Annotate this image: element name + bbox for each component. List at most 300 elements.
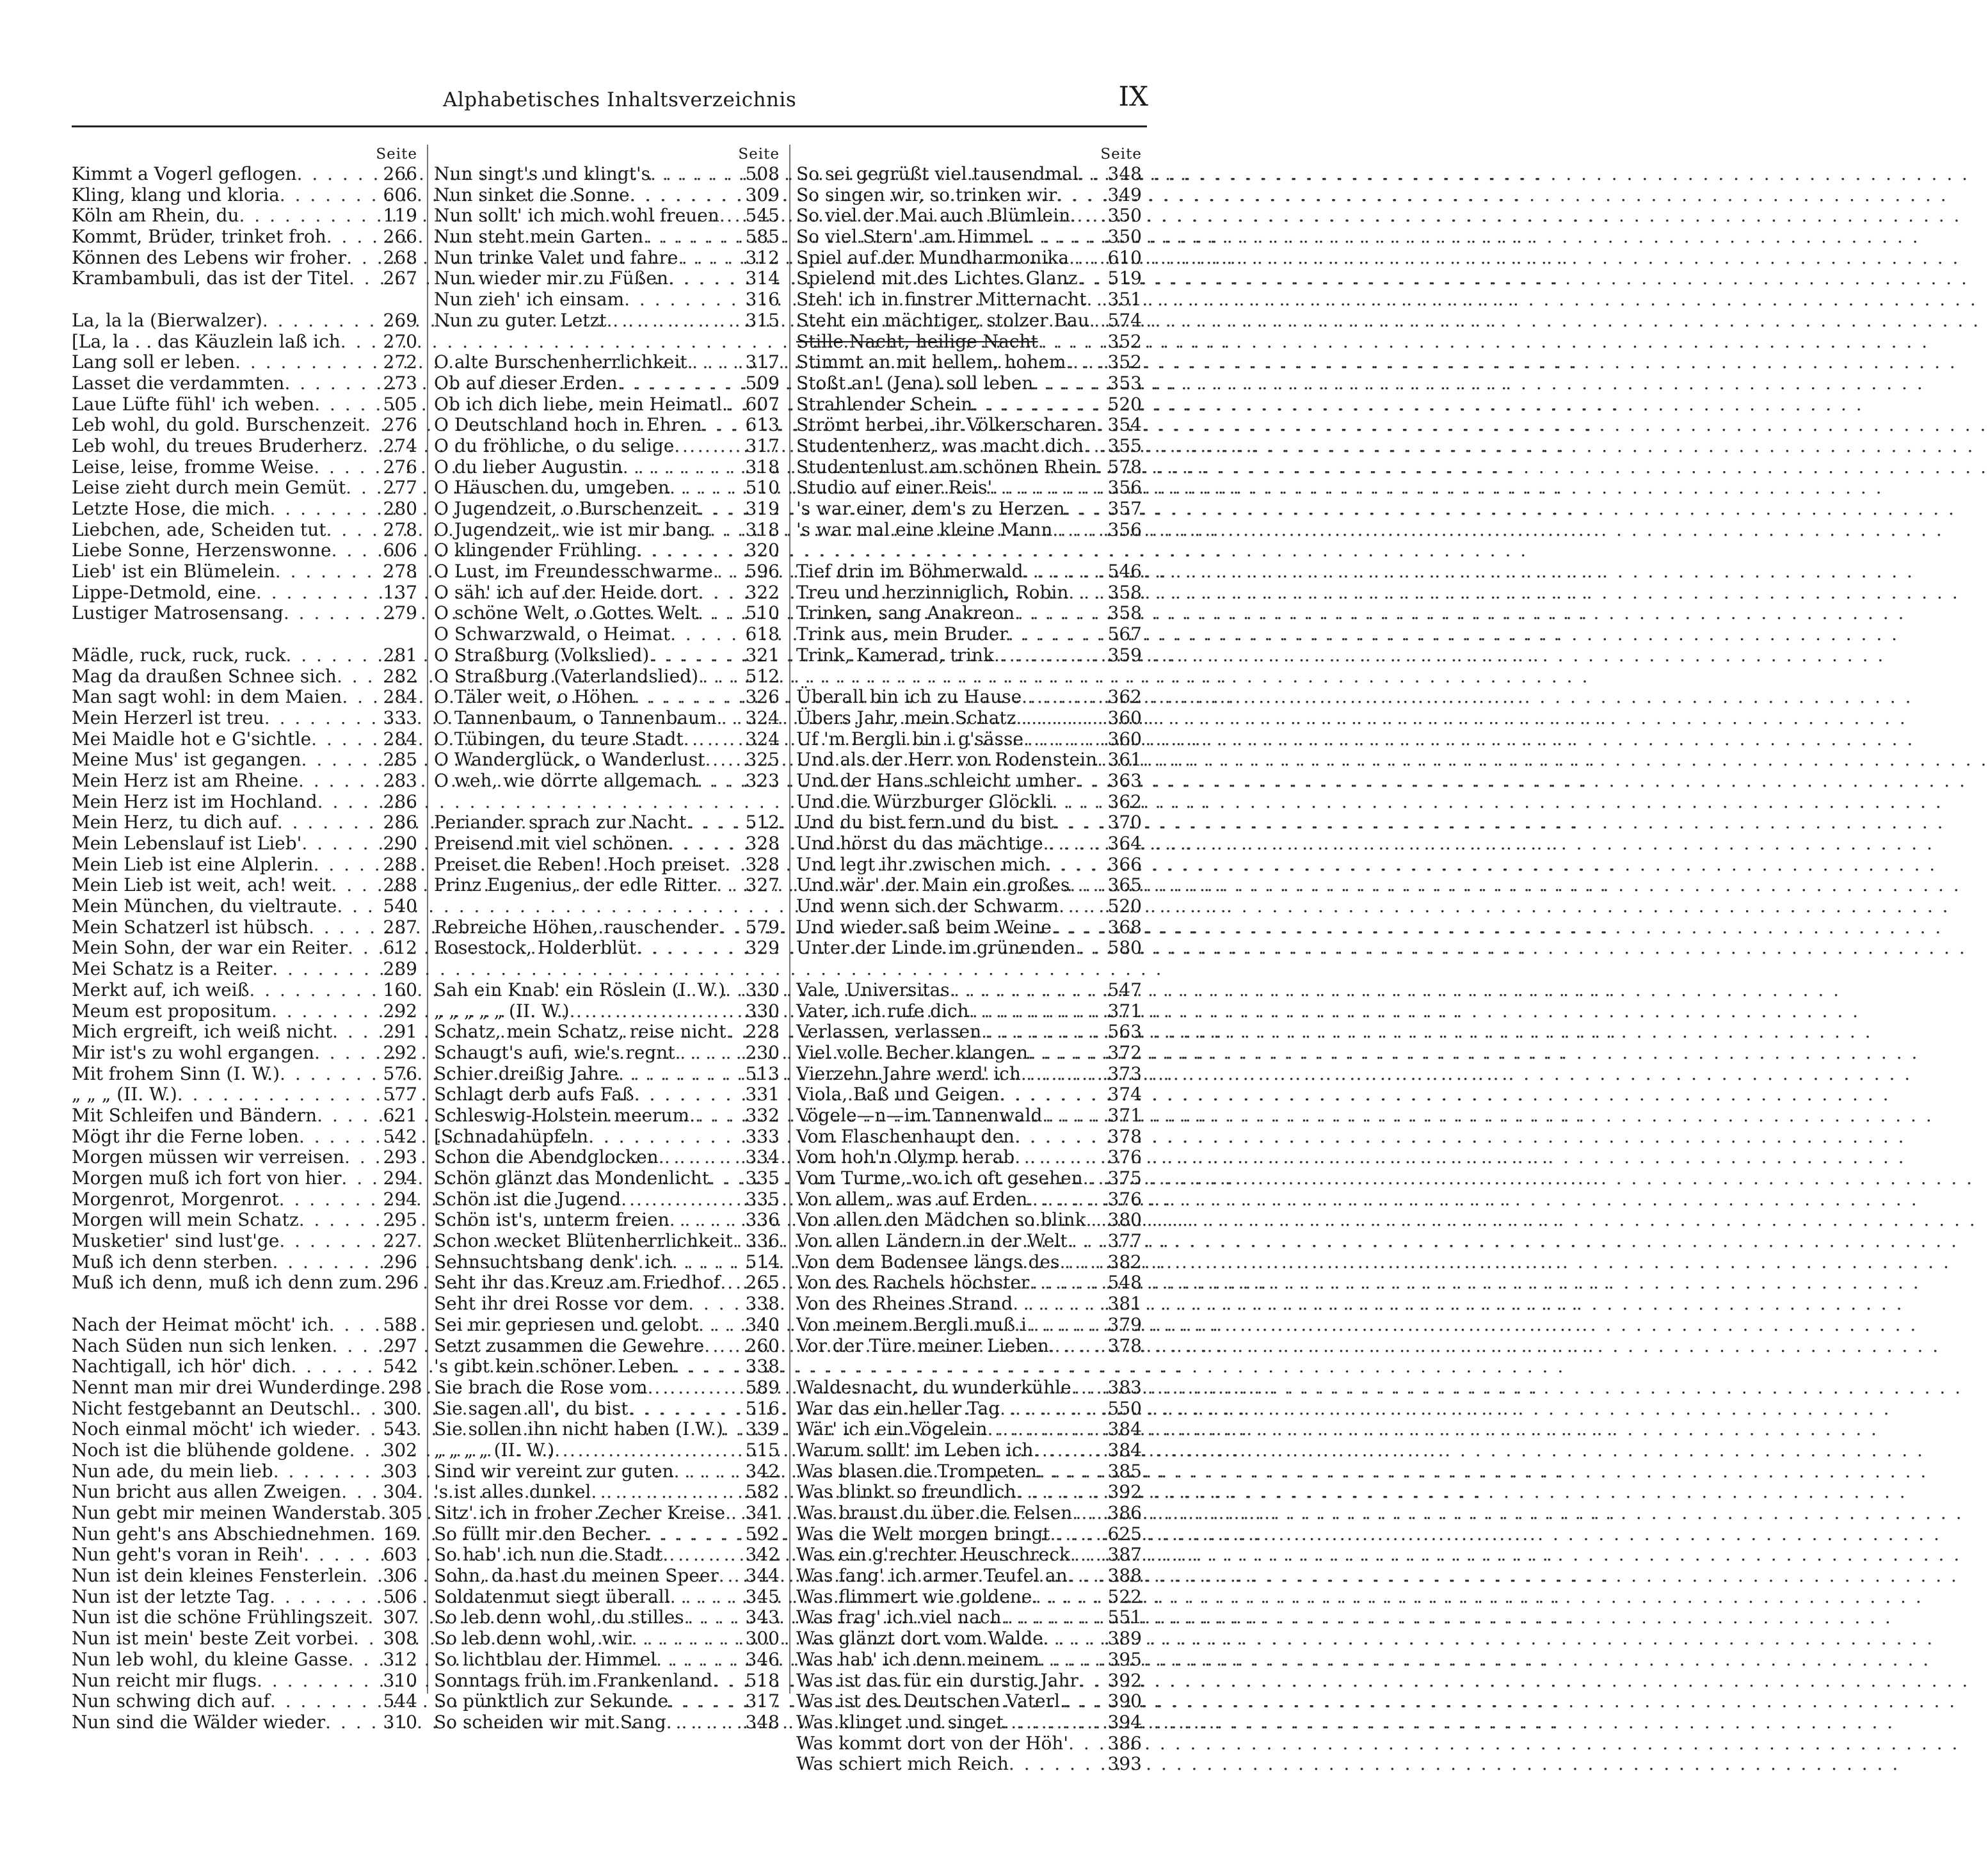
entry-page-number: 260 xyxy=(745,1335,780,1356)
dot-leader xyxy=(299,1210,381,1231)
index-entry xyxy=(72,1252,417,1273)
entry-title: Und wär' der Main ein großes xyxy=(796,874,1070,896)
index-entry xyxy=(796,750,1142,771)
entry-title: Sie brach die Rose vom xyxy=(434,1376,648,1398)
index-column-2 xyxy=(434,145,780,1733)
entry-page-number: 312 xyxy=(745,246,780,268)
entry-page-number: 386 xyxy=(1107,1502,1142,1523)
index-entry xyxy=(796,1544,1142,1566)
index-entry xyxy=(434,1084,780,1105)
entry-title: Und die Würzburger Glöckli xyxy=(796,790,1052,812)
entry-title: O Tübingen, du teure Stadt xyxy=(434,728,684,750)
entry-page-number: 295 xyxy=(383,1209,417,1231)
dot-leader xyxy=(1034,1440,1105,1461)
dot-leader xyxy=(988,1419,1105,1440)
index-entry xyxy=(796,1084,1142,1105)
index-entry xyxy=(796,1461,1142,1482)
entry-title: Von allen Ländern in der Welt xyxy=(796,1230,1068,1252)
entry-title: Vom hoh'n Olymp herab xyxy=(796,1146,1015,1168)
entry-page-number: 387 xyxy=(1107,1544,1142,1566)
dot-leader xyxy=(684,1607,743,1628)
index-entry xyxy=(434,687,780,708)
entry-page-number: 310 xyxy=(383,1711,417,1733)
entry-page-number: 385 xyxy=(1107,1460,1142,1482)
entry-page-number: 378 xyxy=(1107,1125,1142,1147)
entry-title: Von des Rheines Strand xyxy=(796,1293,1013,1315)
section-gap xyxy=(434,959,780,980)
entry-page-number: 366 xyxy=(1107,853,1142,875)
entry-title: O Schwarzwald, o Heimat xyxy=(434,623,671,645)
entry-page-number: 625 xyxy=(1107,1523,1142,1544)
index-entry xyxy=(72,1544,417,1566)
dot-leader xyxy=(346,477,380,499)
index-entry xyxy=(72,394,417,415)
dot-leader xyxy=(1066,352,1105,373)
entry-title: O du lieber Augustin xyxy=(434,456,623,477)
entry-title: Trink aus, mein Bruder xyxy=(796,623,1008,645)
entry-page-number: 545 xyxy=(745,205,780,227)
entry-page-number: 316 xyxy=(745,289,780,310)
entry-page-number: 355 xyxy=(1107,435,1142,456)
dot-leader xyxy=(377,1272,382,1294)
dot-leader xyxy=(981,1022,1105,1043)
index-entry xyxy=(72,1399,417,1420)
entry-page-number: 266 xyxy=(383,163,417,184)
index-entry xyxy=(796,499,1142,520)
index-entry xyxy=(72,457,417,478)
index-entry xyxy=(72,520,417,541)
dot-leader xyxy=(311,729,380,750)
entry-title: Sei mir gepriesen und gelobt xyxy=(434,1313,698,1335)
entry-title: Nun geht's ans Abschiednehmen xyxy=(72,1523,370,1544)
index-entry xyxy=(72,1712,417,1733)
entry-title: Und wieder saß beim Weine xyxy=(796,916,1052,938)
index-entry xyxy=(72,561,417,582)
entry-title: Von dem Bodensee längs des xyxy=(796,1251,1060,1272)
index-entry xyxy=(796,1127,1142,1148)
index-entry xyxy=(72,959,417,980)
entry-page-number: 368 xyxy=(1107,916,1142,938)
entry-page-number: 508 xyxy=(745,163,780,184)
index-entry xyxy=(796,1168,1142,1189)
entry-page-number: 546 xyxy=(1107,561,1142,582)
dot-leader xyxy=(332,540,381,561)
index-entry xyxy=(796,1524,1142,1545)
entry-page-number: 375 xyxy=(1107,1167,1142,1189)
entry-page-number: 335 xyxy=(745,1188,780,1210)
entry-title: Was braust du über die Felsen xyxy=(796,1502,1073,1523)
entry-title: Liebe Sonne, Herzenswonne xyxy=(72,540,332,561)
entry-page-number: 579 xyxy=(745,916,780,938)
dot-leader xyxy=(291,1356,380,1377)
dot-leader xyxy=(1052,792,1105,813)
dot-leader xyxy=(271,1001,381,1022)
index-entry xyxy=(796,812,1142,833)
index-entry xyxy=(796,1607,1142,1628)
index-entry xyxy=(796,854,1142,876)
entry-page-number: 506 xyxy=(383,1585,417,1607)
dot-leader xyxy=(341,332,381,353)
index-entry xyxy=(796,938,1142,959)
index-entry xyxy=(434,436,780,457)
entry-page-number: 540 xyxy=(383,895,417,917)
entry-page-number: 606 xyxy=(383,540,417,561)
entry-page-number: 618 xyxy=(745,623,780,645)
index-entry xyxy=(796,1272,1142,1294)
dot-leader xyxy=(332,1336,381,1357)
index-entry xyxy=(796,1336,1142,1357)
index-entry xyxy=(434,520,780,541)
entry-page-number: 353 xyxy=(1107,372,1142,394)
entry-page-number: 302 xyxy=(383,1439,417,1461)
index-entry xyxy=(434,1461,780,1482)
dot-leader xyxy=(1070,875,1105,896)
dot-leader xyxy=(994,645,1105,666)
entry-title: Nennt man mir drei Wunderdinge xyxy=(72,1376,380,1398)
entry-page-number: 352 xyxy=(1107,351,1142,373)
dot-leader xyxy=(264,708,381,729)
entry-title: So füllt mir den Becher xyxy=(434,1523,646,1544)
dot-leader xyxy=(314,457,380,478)
index-entry xyxy=(434,1356,780,1377)
entry-title: Meum est propositum xyxy=(72,1000,271,1022)
entry-page-number: 308 xyxy=(383,1628,417,1649)
index-entry xyxy=(434,1377,780,1399)
dot-leader xyxy=(698,666,743,687)
section-gap xyxy=(72,289,417,310)
entry-title: Sah ein Knab' ein Röslein (I. W.) xyxy=(434,979,726,1000)
dot-leader xyxy=(656,1649,742,1671)
entry-page-number: 286 xyxy=(383,790,417,812)
dot-leader xyxy=(1071,1377,1105,1399)
dot-leader xyxy=(648,1377,743,1399)
entry-title: Studentenlust am schönen Rhein xyxy=(796,456,1097,477)
header-rule xyxy=(72,125,1147,127)
section-gap xyxy=(434,332,780,353)
entry-page-number: 520 xyxy=(1107,393,1142,415)
index-entry xyxy=(434,1607,780,1628)
dot-leader xyxy=(697,771,743,792)
entry-page-number: 349 xyxy=(1107,184,1142,205)
entry-page-number: 228 xyxy=(745,1021,780,1043)
dot-leader xyxy=(636,938,742,959)
entry-title: Uf 'm Bergli bin i g'sässe xyxy=(796,728,1023,750)
entry-page-number: 344 xyxy=(745,1565,780,1587)
entry-page-number: 276 xyxy=(383,414,417,436)
dot-leader xyxy=(728,394,743,415)
entry-page-number: 342 xyxy=(745,1544,780,1566)
index-entry xyxy=(434,185,780,206)
entry-title: Waldesnacht, du wunderkühle xyxy=(796,1376,1071,1398)
entry-page-number: 395 xyxy=(1107,1648,1142,1670)
index-entry xyxy=(72,499,417,520)
entry-page-number: 371 xyxy=(1107,1104,1142,1126)
dot-leader xyxy=(329,1315,381,1336)
entry-page-number: 281 xyxy=(383,644,417,666)
entry-title: Was ist des Deutschen Vaterl. xyxy=(796,1690,1066,1712)
dot-leader xyxy=(370,1524,381,1545)
dot-leader xyxy=(1043,833,1105,854)
dot-leader xyxy=(1069,248,1105,269)
index-entry xyxy=(72,248,417,269)
index-entry xyxy=(434,373,780,394)
index-entry xyxy=(72,896,417,917)
entry-title: Mögt ihr die Ferne loben xyxy=(72,1125,299,1147)
section-gap xyxy=(434,792,780,813)
dot-leader xyxy=(177,1084,381,1105)
dot-leader xyxy=(716,875,742,896)
entry-page-number: 512 xyxy=(745,812,780,833)
dot-leader xyxy=(284,373,380,394)
entry-title: Was glänzt dort vom Walde xyxy=(796,1628,1043,1649)
dot-leader xyxy=(332,1022,380,1043)
entry-page-number: 288 xyxy=(383,874,417,896)
entry-title: Mit Schleifen und Bändern xyxy=(72,1104,317,1126)
entry-page-number: 519 xyxy=(1107,268,1142,289)
dot-leader xyxy=(674,436,742,457)
entry-title: Von meinem Bergli muß i xyxy=(796,1313,1027,1335)
dot-leader xyxy=(1043,1628,1105,1649)
entry-title: Musketier' sind lust'ge xyxy=(72,1230,280,1252)
index-entry xyxy=(796,1587,1142,1608)
index-entry xyxy=(72,352,417,373)
entry-page-number: 567 xyxy=(1107,623,1142,645)
index-entry xyxy=(434,1587,780,1608)
entry-title: Vom Flaschenhaupt den xyxy=(796,1125,1015,1147)
index-entry xyxy=(434,582,780,604)
index-entry xyxy=(72,1231,417,1252)
entry-page-number: 317 xyxy=(745,1690,780,1712)
entry-page-number: 288 xyxy=(383,853,417,875)
entry-page-number: 548 xyxy=(1107,1272,1142,1294)
dot-leader xyxy=(314,854,381,876)
entry-page-number: 510 xyxy=(745,477,780,499)
entry-title: Verlassen, verlassen xyxy=(796,1021,982,1043)
dot-leader xyxy=(380,1377,385,1399)
index-entry xyxy=(434,708,780,729)
entry-title: Vom Turme, wo ich oft gesehen xyxy=(796,1167,1083,1189)
entry-page-number: 376 xyxy=(1107,1188,1142,1210)
entry-title: Lasset die verdammten xyxy=(72,372,285,394)
entry-title: Stille Nacht, heilige Nacht xyxy=(796,330,1038,352)
entry-title: „ „ „ „ „ (II. W.) xyxy=(434,1000,570,1022)
entry-page-number: 373 xyxy=(1107,1063,1142,1084)
index-entry xyxy=(72,205,417,227)
index-entry xyxy=(434,1440,780,1461)
dot-leader xyxy=(1075,938,1105,959)
index-entry xyxy=(72,1691,417,1712)
index-entry xyxy=(796,436,1142,457)
index-entry xyxy=(796,1064,1142,1085)
index-entry xyxy=(434,1628,780,1649)
index-entry xyxy=(434,938,780,959)
dot-leader xyxy=(344,1147,381,1168)
index-entry xyxy=(72,1524,417,1545)
entry-title: Nach Süden nun sich lenken xyxy=(72,1335,332,1356)
index-entry xyxy=(434,415,780,436)
entry-title: Nun zieh' ich einsam xyxy=(434,289,625,310)
entry-title: Studio auf einer Reis' xyxy=(796,477,993,499)
dot-leader xyxy=(1054,812,1105,833)
dot-leader xyxy=(1065,499,1105,520)
entry-title: Nun sollt' ich mich wohl freuen xyxy=(434,205,719,227)
index-entry xyxy=(796,268,1142,289)
entry-title: Lang soll er leben xyxy=(72,351,236,373)
index-entry xyxy=(72,1461,417,1482)
entry-title: Mich ergreift, ich weiß nicht xyxy=(72,1021,333,1043)
index-entry xyxy=(796,1399,1142,1420)
dot-leader xyxy=(301,833,380,854)
entry-page-number: 547 xyxy=(1107,979,1142,1000)
dot-leader xyxy=(337,666,381,687)
index-entry xyxy=(72,1482,417,1503)
entry-page-number: 346 xyxy=(745,1648,780,1670)
dot-leader xyxy=(272,959,380,980)
entry-page-number: 280 xyxy=(383,498,417,519)
index-entry xyxy=(796,520,1142,541)
dot-leader xyxy=(713,561,743,582)
entry-page-number: 381 xyxy=(1107,1293,1142,1315)
dot-leader xyxy=(262,310,381,332)
entry-page-number: 333 xyxy=(383,707,417,728)
index-entry xyxy=(72,185,417,206)
entry-page-number: 284 xyxy=(383,686,417,708)
entry-title: Preiset die Reben! Hoch preiset xyxy=(434,853,725,875)
entry-page-number: 321 xyxy=(745,644,780,666)
entry-title: Spielend mit des Lichtes Glanz xyxy=(796,268,1078,289)
index-entry xyxy=(434,1189,780,1210)
dot-leader xyxy=(670,1587,743,1608)
entry-page-number: 390 xyxy=(1107,1690,1142,1712)
index-entry xyxy=(72,1105,417,1127)
entry-title: Liebchen, ade, Scheiden tut xyxy=(72,518,326,540)
entry-title: Schaugt's aufi, wie's regnt xyxy=(434,1041,675,1063)
index-entry xyxy=(434,310,780,332)
entry-title: Leise, leise, fromme Weise xyxy=(72,456,314,477)
entry-title: O Wanderglück, o Wanderlust xyxy=(434,749,705,771)
index-entry xyxy=(434,729,780,750)
index-entry xyxy=(434,561,780,582)
entry-page-number: 319 xyxy=(745,498,780,519)
index-entry xyxy=(796,1419,1142,1440)
entry-page-number: 160 xyxy=(383,979,417,1000)
index-entry xyxy=(796,1754,1142,1775)
index-entry xyxy=(796,415,1142,436)
dot-leader xyxy=(1033,373,1105,394)
dot-leader xyxy=(698,499,743,520)
index-entry xyxy=(434,1315,780,1336)
dot-leader xyxy=(1042,1105,1105,1127)
entry-title: Nun singt's und klingt's xyxy=(434,163,651,184)
entry-page-number: 304 xyxy=(383,1481,417,1503)
entry-title: Nun ade, du mein lieb xyxy=(72,1460,273,1482)
entry-page-number: 278 xyxy=(383,561,417,582)
entry-page-number: 578 xyxy=(1107,456,1142,477)
entry-page-number: 289 xyxy=(383,958,417,980)
entry-title: Schatz, mein Schatz, reise nicht xyxy=(434,1021,726,1043)
index-entry xyxy=(434,1043,780,1064)
entry-title: Sonntags früh im Frankenland xyxy=(434,1669,713,1691)
index-entry xyxy=(796,477,1142,499)
dot-leader xyxy=(1046,854,1105,876)
entry-page-number: 364 xyxy=(1107,833,1142,854)
entry-page-number: 363 xyxy=(1107,769,1142,791)
entry-page-number: 332 xyxy=(745,1104,780,1126)
index-entry xyxy=(796,394,1142,415)
dot-leader xyxy=(643,227,742,248)
entry-page-number: 298 xyxy=(388,1376,422,1398)
entry-title: Vögele—n—im Tannenwald xyxy=(796,1104,1043,1126)
index-entry xyxy=(796,1231,1142,1252)
entry-page-number: 379 xyxy=(1107,1313,1142,1335)
entry-title: Nun sinket die Sonne xyxy=(434,184,630,205)
entry-title: Stoßt an! (Jena) soll leben xyxy=(796,372,1034,394)
dot-leader xyxy=(1023,561,1105,582)
index-entry xyxy=(72,938,417,959)
index-entry xyxy=(796,624,1142,645)
entry-title: Mei Maidle hot e G'sichtle xyxy=(72,728,312,750)
entry-page-number: 513 xyxy=(745,1063,780,1084)
entry-page-number: 354 xyxy=(1107,414,1142,436)
dot-leader xyxy=(235,352,380,373)
entry-title: Noch ist die blühende goldene xyxy=(72,1439,349,1461)
entry-title: Schleswig-Holstein meerum. xyxy=(434,1104,695,1126)
index-entry xyxy=(434,248,780,269)
entry-title: O Deutschland hoch in Ehren xyxy=(434,414,702,436)
section-gap xyxy=(796,666,1142,687)
dot-leader xyxy=(273,1461,381,1482)
entry-title: 's ist alles dunkel xyxy=(434,1481,591,1503)
entry-title: Ob auf dieser Erden xyxy=(434,372,618,394)
index-entry xyxy=(434,1482,780,1503)
entry-page-number: 274 xyxy=(383,435,417,456)
index-entry xyxy=(72,1315,417,1336)
dot-leader xyxy=(280,1064,381,1085)
index-entry xyxy=(72,268,417,289)
index-entry xyxy=(434,1503,780,1524)
dot-leader xyxy=(1029,227,1105,248)
dot-leader xyxy=(670,624,742,645)
entry-title: Prinz Eugenius, der edle Ritter xyxy=(434,874,717,896)
dot-leader xyxy=(303,1544,380,1566)
entry-page-number: 324 xyxy=(745,728,780,750)
dot-leader xyxy=(591,1482,742,1503)
index-entry xyxy=(796,352,1142,373)
index-entry xyxy=(434,1252,780,1273)
entry-page-number: 333 xyxy=(745,1125,780,1147)
seite-label: Seite xyxy=(376,146,417,163)
index-entry xyxy=(72,1210,417,1231)
index-entry xyxy=(72,603,417,624)
dot-leader xyxy=(326,227,381,248)
entry-title: Kling, klang und kloria xyxy=(72,184,280,205)
index-entry xyxy=(434,1210,780,1231)
dot-leader xyxy=(1052,520,1105,541)
index-entry xyxy=(72,750,417,771)
dot-leader xyxy=(669,1210,743,1231)
entry-page-number: 324 xyxy=(745,707,780,728)
entry-page-number: 376 xyxy=(1107,1146,1142,1168)
dot-leader xyxy=(301,750,381,771)
index-entry xyxy=(72,1168,417,1189)
dot-leader xyxy=(1023,729,1105,750)
entry-page-number: 358 xyxy=(1107,602,1142,624)
entry-title: Lieb' ist ein Blümelein xyxy=(72,561,275,582)
dot-leader xyxy=(279,1231,380,1252)
entry-list xyxy=(72,163,423,1733)
entry-page-number: 356 xyxy=(1107,518,1142,540)
entry-title: 's gibt kein schöner Leben xyxy=(434,1356,674,1377)
